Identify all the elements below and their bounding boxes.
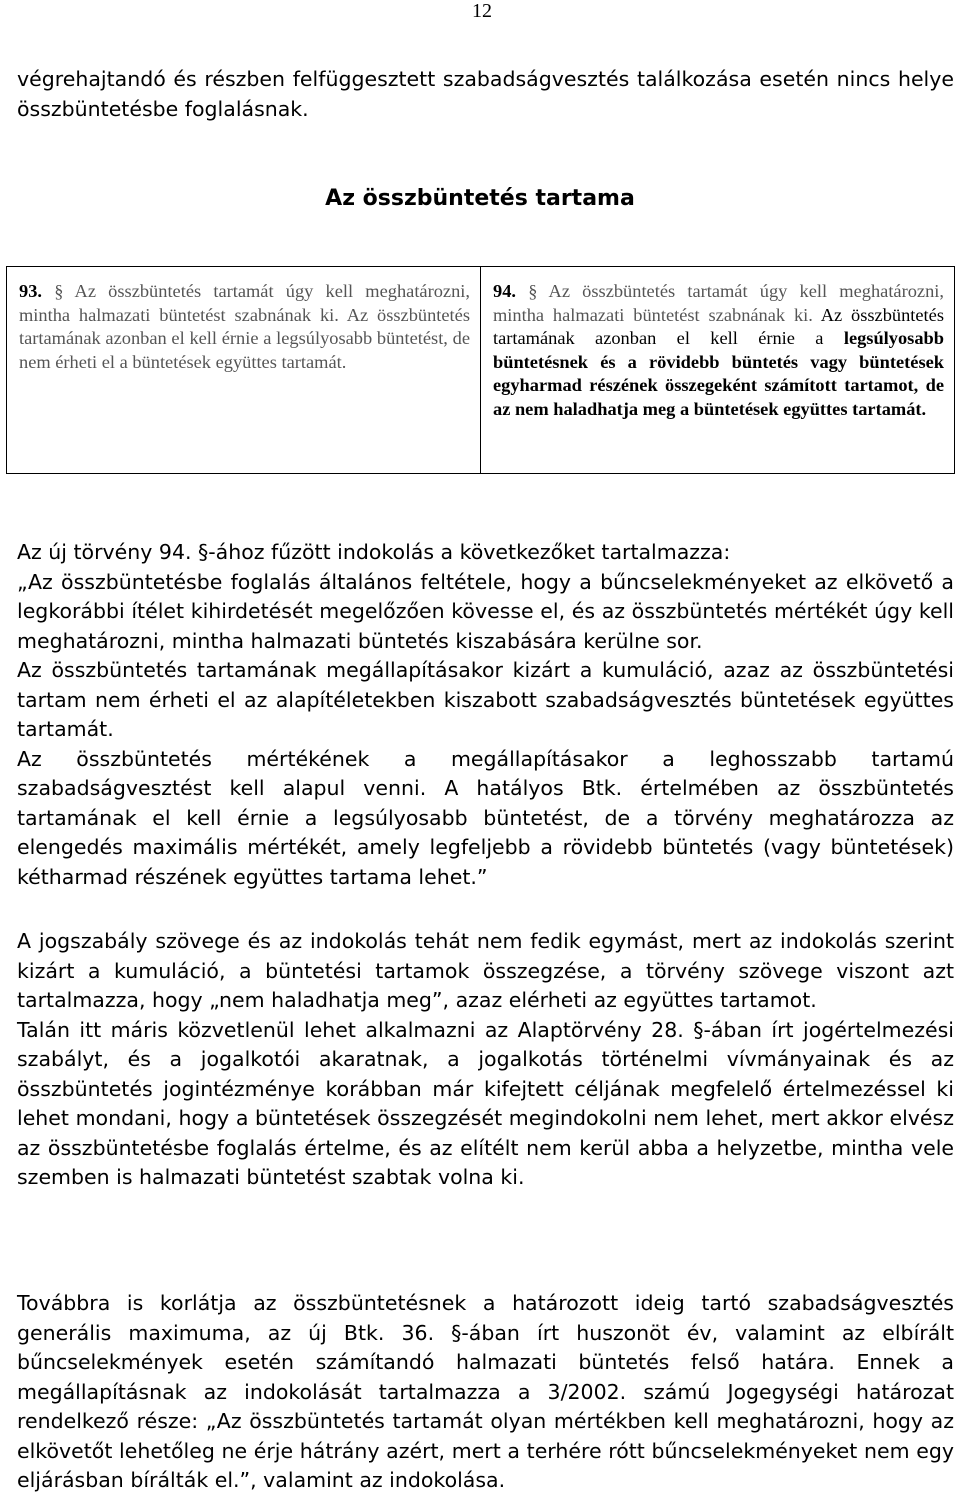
comparison-table: [6, 266, 955, 474]
intro-paragraph: végrehajtandó és részben felfüggesztett szabadságvesztés találkozása esetén nincs helye összbüntetésbe foglalásnak.: [17, 67, 954, 121]
new-law-part2: Az összbüntetés tartamának azonban el kell érnie a: [493, 304, 944, 349]
limits-block: [17, 1289, 954, 1496]
body-paragraph: Az összbüntetés mértékének a megállapításakor a leghosszabb tartamú szabadságvesztést kell alapul venni. A hatályos Btk. értelmében az összbüntetés tartamának el kell érnie a legsúlyosabb büntetést, de a törvény meghatározza az elengedés maximális mértékét, amely legfeljebb a rövidebb büntetés (vagy büntetések) kétharmad részének együttes tartama lehet.”: [17, 746, 954, 889]
old-law-part2: Az összbüntetés tartamának azonban el kell érnie a legsúlyosabb büntetést, de nem érheti el a büntetések együttes tartamát.: [19, 304, 470, 372]
section-number-94: 94.: [493, 281, 516, 301]
body-paragraph: „Az összbüntetésbe foglalás általános feltétele, hogy a bűncselekményeket az elkövető a legkorábbi ítélet kihirdetését megelőzően kövesse el, és az összbüntetés mértékét úgy kell meghatározni, mintha halmazati büntetés kiszabására kerülne sor.: [17, 569, 954, 653]
body-paragraph: Az összbüntetés tartamának megállapításakor kizárt a kumuláció, azaz az összbüntetési tartam nem érheti el az alapítéletekben kiszabott szabadságvesztés büntetések együttes tartamát.: [17, 658, 954, 741]
new-law-column: [481, 267, 954, 473]
body-paragraph: Továbbra is korlátja az összbüntetésnek a határozott ideig tartó szabadságvesztés generális maximuma, az új Btk. 36. §-ában írt huszonöt év, valamint az elbírált bűncselekmények esetén számítandó halmazati büntetés felső határa. Ennek a megállapításnak az indokolását tartalmazza a 3/2002. számú Jogegységi határozat rendelkező része: „Az összbüntetés tartamát olyan mértékben kell meghatározni, hogy az elkövetőt lehetőleg ne érje hátrány azért, mert a terhére rótt bűncselekményeket nem egy eljárásban bírálták el.”, valamint az indokolása.: [17, 1291, 954, 1492]
body-paragraph: A jogszabály szövege és az indokolás tehát nem fedik egymást, mert az indokolás szerint kizárt a kumuláció, a büntetési tartamok összegzése, a törvény szövege viszont azt tartalmazza, hogy „nem haladhatja meg”, azaz elérheti az együttes tartamot.: [17, 929, 954, 1012]
old-law-column: [7, 267, 481, 473]
section-title: Az összbüntetés tartama: [325, 186, 635, 211]
page-number: 12: [472, 0, 492, 22]
old-law-part1: § Az összbüntetés tartamát úgy kell meghatározni, mintha halmazati büntetést szabnának ki.: [19, 281, 470, 325]
new-law-text: [493, 280, 944, 422]
new-law-part3: legsúlyosabb büntetésnek és a rövidebb büntetés vagy büntetések egyharmad részének összegeként számított tartamot, de az nem haladhatja meg a büntetések együttes tartamát.: [493, 328, 944, 419]
section-number-93: 93.: [19, 281, 42, 301]
indokolas-block: [17, 538, 954, 892]
analysis-block: [17, 927, 954, 1193]
body-paragraph: Talán itt máris közvetlenül lehet alkalmazni az Alaptörvény 28. §-ában írt jogértelmezési szabályt, és a jogalkotói akaratnak, a jogalkotás történelmi vívmányainak és az összbüntetés jogintézménye korábban már kifejtett céljának megfelelő értelmezéssel ki lehet mondani, hogy a büntetések összegzését megindokolni nem lehet, mert akkor elvész az összbüntetésbe foglalás értelme, és az elítélt nem kerül abba a helyzetbe, mintha vele szemben is halmazati büntetést szabtak volna ki.: [17, 1017, 954, 1189]
body-paragraph: Az új törvény 94. §-ához fűzött indokolás a következőket tartalmazza:: [17, 540, 731, 564]
old-law-text: [19, 280, 470, 374]
new-law-part1: § Az összbüntetés tartamát úgy kell meghatározni, mintha halmazati büntetést szabnának ki.: [493, 281, 944, 325]
